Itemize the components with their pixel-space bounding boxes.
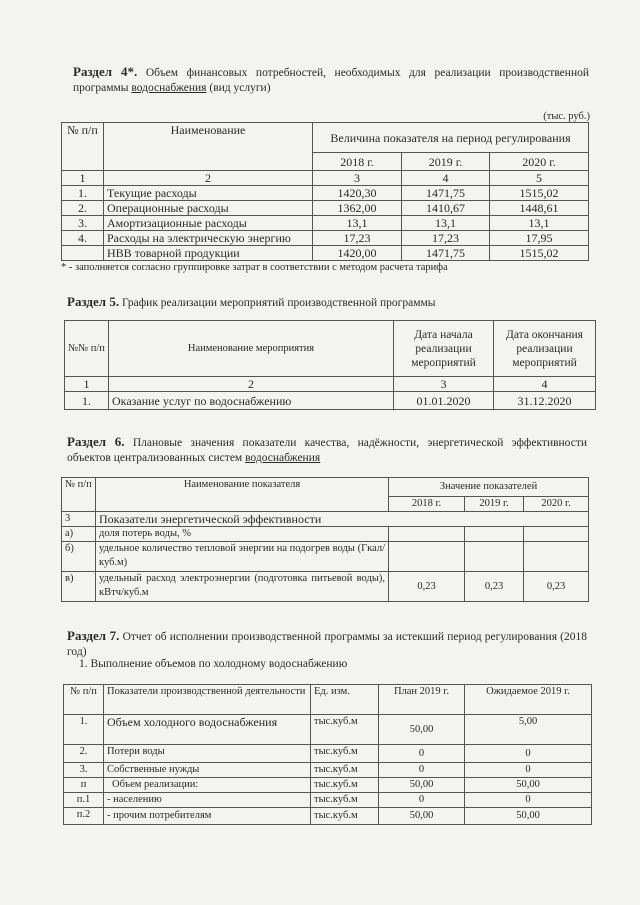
- row-name: Объем холодного водоснабжения: [104, 715, 311, 745]
- row-unit: тыс.куб.м: [311, 808, 379, 825]
- row-plan: 50,00: [379, 808, 465, 825]
- row-value-2020: [524, 542, 589, 572]
- section4-heading: [73, 64, 589, 96]
- header-year: 2020 г.: [490, 153, 589, 171]
- section5-label: Раздел 5.: [67, 294, 120, 309]
- row-unit: тыс.куб.м: [311, 715, 379, 745]
- row-name: Текущие расходы: [104, 186, 313, 201]
- row-num: 1.: [62, 186, 104, 201]
- header-name: Наименование показателя: [96, 478, 389, 512]
- header-plan: План 2019 г.: [379, 685, 465, 715]
- row-value-2018: 17,23: [313, 231, 402, 246]
- row-num: 1.: [64, 715, 104, 745]
- row-unit: тыс.куб.м: [311, 745, 379, 763]
- group-num: 3: [62, 512, 96, 527]
- section5-table: [64, 320, 596, 410]
- row-name: доля потерь воды, %: [96, 527, 389, 542]
- row-expected: 0: [465, 763, 592, 778]
- section7-title: Отчет об исполнении производственной программы за истекший период регулирования (2018 год): [67, 631, 588, 658]
- row-num: в): [62, 572, 96, 602]
- row-num: 1.: [65, 392, 109, 410]
- section7-table: [63, 684, 592, 825]
- row-value-2019: 1471,75: [402, 186, 490, 201]
- row-value-2020: [524, 527, 589, 542]
- row-num: п: [64, 778, 104, 793]
- row-name: Объем реализации:: [104, 778, 311, 793]
- table-row: [62, 572, 589, 602]
- row-name: - населению: [104, 793, 311, 808]
- row-value-2018: 1362,00: [313, 201, 402, 216]
- row-plan: 0: [379, 793, 465, 808]
- header-num: №№ п/п: [65, 321, 109, 377]
- table-row: [64, 778, 592, 793]
- section6-table: [61, 477, 589, 602]
- header-values: Значение показателей: [389, 478, 589, 497]
- table-row: [62, 186, 589, 201]
- row-expected: 0: [465, 793, 592, 808]
- table-row: [62, 231, 589, 246]
- header-num: № п/п: [64, 685, 104, 715]
- row-num: б): [62, 542, 96, 572]
- section4-label: Раздел 4*.: [73, 64, 138, 79]
- table-row: [64, 808, 592, 825]
- row-value-2019: 13,1: [402, 216, 490, 231]
- section4-footnote: * - заполняется согласно группировке затрат в соответствии с методом расчета тарифа: [61, 262, 448, 273]
- row-num: а): [62, 527, 96, 542]
- row-plan: 50,00: [379, 715, 465, 745]
- header-period: Величина показателя на период регулирования: [313, 123, 589, 153]
- row-name: Расходы на электрическую энергию: [104, 231, 313, 246]
- header-year: 2020 г.: [524, 497, 589, 512]
- row-value-2019: 1410,67: [402, 201, 490, 216]
- header-year: 2019 г.: [465, 497, 524, 512]
- section7-subtitle: 1. Выполнение объемов по холодному водоснабжению: [79, 658, 348, 670]
- header-expected: Ожидаемое 2019 г.: [465, 685, 592, 715]
- row-value-2020: 0,23: [524, 572, 589, 602]
- section6-title-underlined: водоснабжения: [245, 452, 321, 464]
- row-value-2018: 13,1: [313, 216, 402, 231]
- row-value-2018: 1420,30: [313, 186, 402, 201]
- row-num: 4.: [62, 231, 104, 246]
- row-value-2018: [389, 542, 465, 572]
- row-plan: 0: [379, 745, 465, 763]
- section5-title: График реализации мероприятий производственной программы: [121, 297, 436, 309]
- col-number: 4: [402, 171, 490, 186]
- row-expected: 5,00: [465, 715, 592, 745]
- row-unit: тыс.куб.м: [311, 778, 379, 793]
- table-row: [62, 527, 589, 542]
- row-value-2020: 17,95: [490, 231, 589, 246]
- section4-title: Объем финансовых потребностей, необходимых для реализации производственной программы: [73, 67, 589, 94]
- row-unit: тыс.куб.м: [311, 793, 379, 808]
- section6-label: Раздел 6.: [67, 434, 125, 449]
- row-expected: 50,00: [465, 808, 592, 825]
- group-name: Показатели энергетической эффективности: [96, 512, 589, 527]
- row-value-2018: 0,23: [389, 572, 465, 602]
- header-year: 2018 г.: [313, 153, 402, 171]
- row-value-2019: 1471,75: [402, 246, 490, 261]
- row-name: Операционные расходы: [104, 201, 313, 216]
- row-name: удельное количество тепловой энергии на подогрев воды (Гкал/куб.м): [96, 542, 389, 572]
- row-value-2019: 0,23: [465, 572, 524, 602]
- table-row: [64, 715, 592, 745]
- col-number: 1: [62, 171, 104, 186]
- row-name: Потери воды: [104, 745, 311, 763]
- header-num: № п/п: [62, 478, 96, 512]
- header-year: 2018 г.: [389, 497, 465, 512]
- table-row: [62, 201, 589, 216]
- col-number: 2: [109, 377, 394, 392]
- table-row: [64, 793, 592, 808]
- row-value-2020: 13,1: [490, 216, 589, 231]
- row-value-2020: 1515,02: [490, 186, 589, 201]
- section4-title-suffix: (вид услуги): [209, 82, 271, 94]
- row-num: 2.: [62, 201, 104, 216]
- section4-units: (тыс. руб.): [543, 111, 590, 122]
- header-year: 2019 г.: [402, 153, 490, 171]
- row-name: Оказание услуг по водоснабжению: [109, 392, 394, 410]
- row-start-date: 01.01.2020: [394, 392, 494, 410]
- section7-label: Раздел 7.: [67, 628, 120, 643]
- row-expected: 0: [465, 745, 592, 763]
- row-value-2019: [465, 542, 524, 572]
- col-number: 5: [490, 171, 589, 186]
- table-row: [65, 392, 596, 410]
- header-start: Дата начала реализации мероприятий: [394, 321, 494, 377]
- header-num: № п/п: [62, 123, 104, 171]
- table-row: [62, 542, 589, 572]
- row-name: - прочим потребителям: [104, 808, 311, 825]
- section4-table: [61, 122, 589, 261]
- section5-heading: [67, 294, 587, 311]
- section6-heading: [67, 434, 587, 466]
- header-unit: Ед. изм.: [311, 685, 379, 715]
- header-name: Наименование: [104, 123, 313, 171]
- row-num: [62, 246, 104, 261]
- row-name: удельный расход электроэнергии (подготовка питьевой воды), кВтч/куб.м: [96, 572, 389, 602]
- row-value-2020: 1515,02: [490, 246, 589, 261]
- row-plan: 50,00: [379, 778, 465, 793]
- row-num: п.2: [64, 808, 104, 825]
- section6-title: Плановые значения показатели качества, надёжности, энергетической эффективности объектов централизованных систем: [67, 437, 587, 464]
- row-value-2018: 1420,00: [313, 246, 402, 261]
- row-end-date: 31.12.2020: [494, 392, 596, 410]
- row-value-2019: [465, 527, 524, 542]
- col-number: 1: [65, 377, 109, 392]
- row-plan: 0: [379, 763, 465, 778]
- row-value-2019: 17,23: [402, 231, 490, 246]
- group-row: [62, 512, 589, 527]
- col-number: 4: [494, 377, 596, 392]
- table-row: [64, 763, 592, 778]
- header-name: Наименование мероприятия: [109, 321, 394, 377]
- row-num: 3.: [64, 763, 104, 778]
- row-value-2020: 1448,61: [490, 201, 589, 216]
- col-number: 2: [104, 171, 313, 186]
- section7-heading: [67, 628, 587, 660]
- table-row: [64, 745, 592, 763]
- row-unit: тыс.куб.м: [311, 763, 379, 778]
- row-num: 3.: [62, 216, 104, 231]
- row-name: Амортизационные расходы: [104, 216, 313, 231]
- row-name: НВВ товарной продукции: [104, 246, 313, 261]
- row-num: 2.: [64, 745, 104, 763]
- row-name: Собственные нужды: [104, 763, 311, 778]
- section4-title-underlined: водоснабжения: [131, 82, 207, 94]
- header-end: Дата окончания реализации мероприятий: [494, 321, 596, 377]
- table-row: [62, 216, 589, 231]
- col-number: 3: [313, 171, 402, 186]
- row-expected: 50,00: [465, 778, 592, 793]
- row-num: п.1: [64, 793, 104, 808]
- table-row: [62, 246, 589, 261]
- header-name: Показатели производственной деятельности: [104, 685, 311, 715]
- col-number: 3: [394, 377, 494, 392]
- row-value-2018: [389, 527, 465, 542]
